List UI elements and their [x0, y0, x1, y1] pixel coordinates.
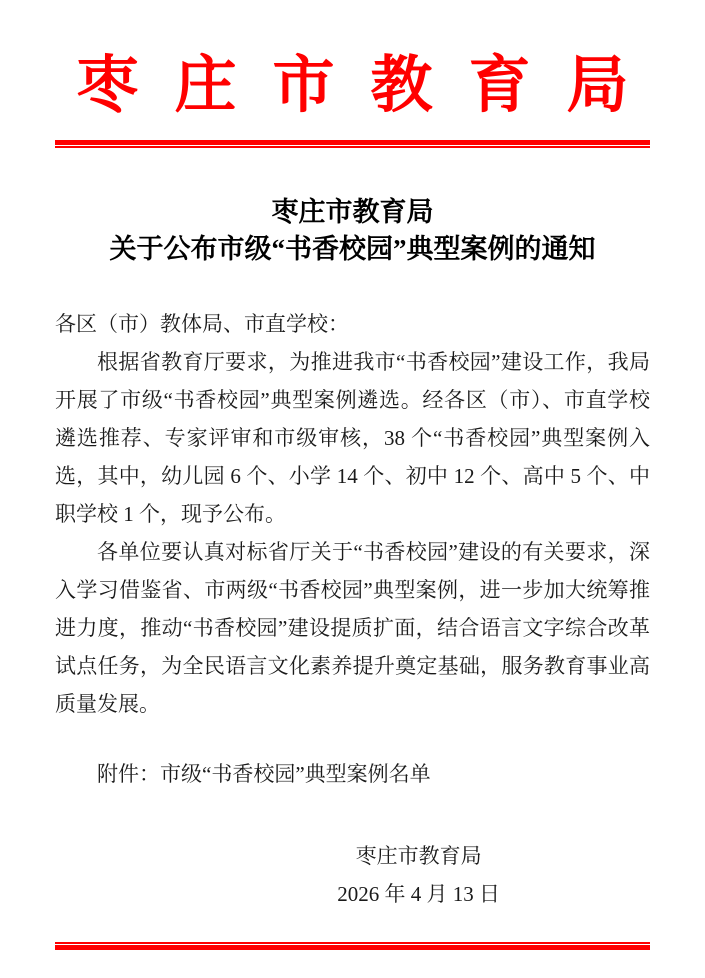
letterhead-org-name: 枣庄市教育局	[76, 52, 665, 120]
letterhead	[0, 52, 705, 148]
document-title	[40, 194, 665, 268]
body-paragraph-1: 根据省教育厅要求，为推进我市“书香校园”建设工作，我局开展了市级“书香校园”典型案例遴选。经各区（市）、市直学校遴选推荐、专家评审和市级审核，38 个“书香校园”典型案例入选，其中，幼儿园 6 个、小学 14 个、初中 12 个、高中 5 个、中职学校 1 个，现予公布。	[55, 350, 650, 526]
letterhead-separator-line	[55, 140, 650, 148]
salutation-line: 各区（市）教体局、市直学校：	[55, 312, 349, 336]
document-title-line1: 枣庄市教育局	[271, 197, 434, 227]
signature-date: 2026 年 4 月 13 日	[337, 882, 500, 906]
document-body	[55, 305, 650, 913]
signature-block	[337, 837, 500, 913]
body-paragraph-2: 各单位要认真对标省厅关于“书香校园”建设的有关要求，深入学习借鉴省、市两级“书香校园”典型案例，进一步加大统筹推进力度，推动“书香校园”建设提质扩面，结合语言文字综合改革试点任务，为全民语言文化素养提升奠定基础，服务教育事业高质量发展。	[55, 540, 650, 716]
signature-org: 枣庄市教育局	[355, 844, 482, 868]
signature-row	[55, 837, 650, 913]
footer-separator-line	[55, 942, 650, 950]
document-content	[0, 194, 705, 913]
document-title-line2: 关于公布市级“书香校园”典型案例的通知	[109, 234, 596, 264]
attachment-line: 附件：市级“书香校园”典型案例名单	[97, 762, 431, 786]
